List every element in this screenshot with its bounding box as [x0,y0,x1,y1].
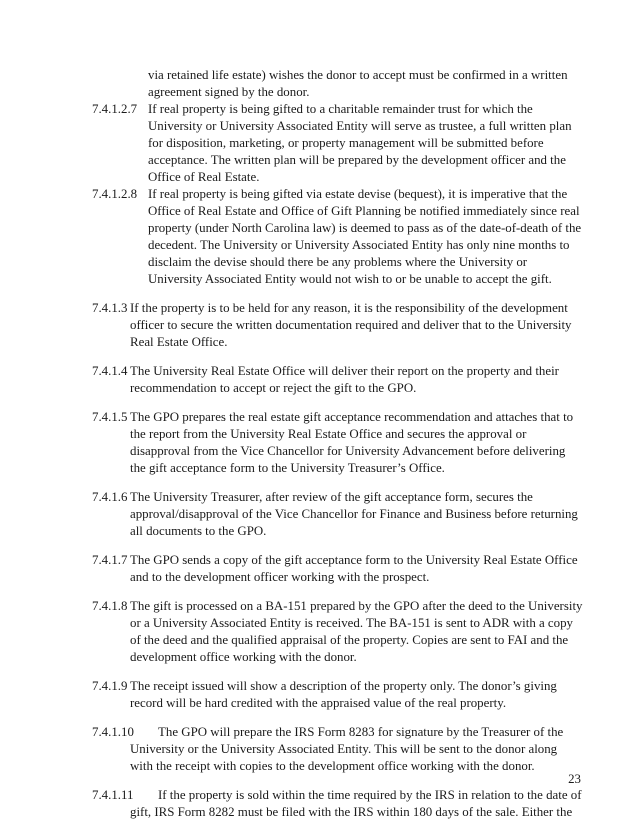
text-line: If real property is being gifted via estate devise (bequest), it is imperative that the [148,187,568,201]
text-line: the gift acceptance form to the University Treasurer’s Office. [130,461,445,475]
text-line: disapproval from the Vice Chancellor for University Advancement before delivering [130,444,566,458]
text-line: If the property is to be held for any reason, it is the responsibility of the development [130,301,568,315]
text-line: with the receipt with copies to the development office working with the donor. [130,759,535,773]
section-number: 7.4.1.3 [92,301,128,315]
text-line: property (under North Carolina law) is deemed to pass as of the date-of-death of the [148,221,582,235]
text-line: recommendation to accept or reject the gift to the GPO. [130,381,417,395]
text-line: The GPO sends a copy of the gift acceptance form to the University Real Estate Office [130,553,578,567]
section-number: 7.4.1.2.8 [92,187,138,201]
text-line: all documents to the GPO. [130,524,267,538]
section-number: 7.4.1.9 [92,679,128,693]
text-line: via retained life estate) wishes the donor to accept must be confirmed in a written [148,68,568,82]
text-line: If real property is being gifted to a charitable remainder trust for which the [148,102,533,116]
text-line: development office working with the donor. [130,650,357,664]
section-number: 7.4.1.5 [92,410,128,424]
section-number: 7.4.1.10 [92,725,134,739]
text-line: for disposition, marketing, or property management will be submitted before [148,136,544,150]
text-line: Office of Real Estate. [148,170,260,184]
text-line: The University Treasurer, after review of the gift acceptance form, secures the [130,490,533,504]
text-line: officer to secure the written documentation required and deliver that to the University [130,318,572,332]
section-number: 7.4.1.6 [92,490,128,504]
text-line: If the property is sold within the time required by the IRS in relation to the date of [158,788,582,802]
section-number: 7.4.1.8 [92,599,128,613]
section-number: 7.4.1.4 [92,364,128,378]
text-line: The GPO prepares the real estate gift acceptance recommendation and attaches that to [130,410,574,424]
section-number: 7.4.1.7 [92,553,128,567]
text-line: record will be hard credited with the appraised value of the real property. [130,696,507,710]
section-number: 7.4.1.11 [92,788,134,802]
text-line: The University Real Estate Office will deliver their report on the property and their [130,364,559,378]
page-number: 23 [568,772,581,786]
text-line: University or University Associated Entity will serve as trustee, a full written plan [148,119,572,133]
text-line: decedent. The University or University Associated Entity has only nine months to [148,238,570,252]
text-line: University or the University Associated Entity. This will be sent to the donor along [130,742,558,756]
text-line: of the deed and the qualified appraisal of the property. Copies are sent to FAI and the [130,633,569,647]
text-line: University Associated Entity would not wish to or be unable to accept the gift. [148,272,552,286]
text-line: approval/disapproval of the Vice Chancellor for Finance and Business before returning [130,507,578,521]
text-line: The GPO will prepare the IRS Form 8283 for signature by the Treasurer of the [158,725,564,739]
text-line: Office of Real Estate and Office of Gift Planning be notified immediately since real [148,204,580,218]
text-line: The receipt issued will show a description of the property only. The donor’s giving [130,679,557,693]
text-line: the report from the University Real Estate Office and secures the approval or [130,427,527,441]
text-line: Real Estate Office. [130,335,228,349]
text-line: disclaim the devise should there be any problems where the University or [148,255,528,269]
text-line: The gift is processed on a BA-151 prepared by the GPO after the deed to the University [130,599,583,613]
text-line: and to the development officer working with the prospect. [130,570,430,584]
text-line: gift, IRS Form 8282 must be filed with the IRS within 180 days of the sale. Either the [130,805,573,819]
section-number: 7.4.1.2.7 [92,102,138,116]
text-line: acceptance. The written plan will be prepared by the development officer and the [148,153,566,167]
text-line: agreement signed by the donor. [148,85,310,99]
text-line: or a University Associated Entity is received. The BA-151 is sent to ADR with a copy [130,616,573,630]
